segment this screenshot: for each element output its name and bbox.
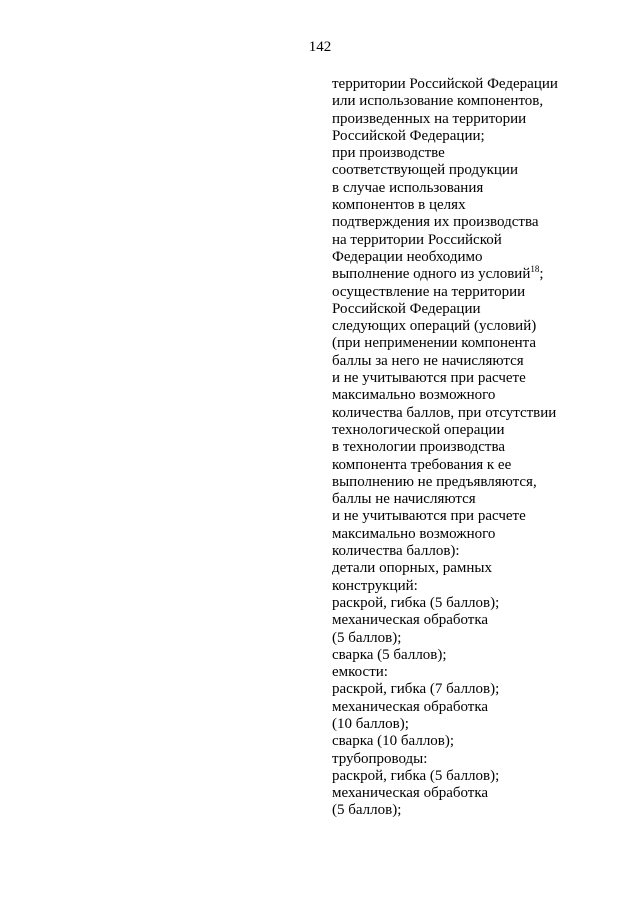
text-line: механическая обработка bbox=[332, 785, 489, 802]
text-line: конструкций: bbox=[332, 577, 418, 594]
text-line: детали опорных, рамных bbox=[332, 560, 492, 577]
text-line: произведенных на территории bbox=[332, 110, 527, 127]
text-line: в случае использования bbox=[332, 179, 484, 196]
text-line: выполнению не предъявляются, bbox=[332, 473, 537, 490]
text-line: в технологии производства bbox=[332, 439, 506, 456]
text-line: раскрой, гибка (7 баллов); bbox=[332, 681, 500, 698]
footnote-trailing-punctuation: ; bbox=[539, 266, 544, 283]
text-line: осуществление на территории bbox=[332, 283, 526, 300]
text-line: количества баллов): bbox=[332, 543, 460, 560]
text-line: компонента требования к ее bbox=[332, 456, 512, 473]
page-number: 142 bbox=[308, 39, 332, 55]
text-line-with-footnote bbox=[332, 266, 632, 283]
document-text-column bbox=[332, 76, 632, 820]
text-line: соответствующей продукции bbox=[332, 162, 518, 179]
text-line: (5 баллов); bbox=[332, 629, 402, 646]
text-line: Российской Федерации; bbox=[332, 127, 485, 144]
text-line: сварка (5 баллов); bbox=[332, 646, 447, 663]
text-line: технологической операции bbox=[332, 421, 505, 438]
text-line: и не учитываются при расчете bbox=[332, 370, 526, 387]
text-line: раскрой, гибка (5 баллов); bbox=[332, 767, 500, 784]
text-line: раскрой, гибка (5 баллов); bbox=[332, 594, 500, 611]
text-line: механическая обработка bbox=[332, 698, 489, 715]
text-line: территории Российской Федерации bbox=[332, 76, 558, 92]
text-line: и не учитываются при расчете bbox=[332, 508, 526, 525]
text-line: сварка (10 баллов); bbox=[332, 733, 455, 750]
text-line: Федерации необходимо bbox=[332, 248, 483, 265]
text-line: при производстве bbox=[332, 145, 445, 162]
text-line: (при неприменении компонента bbox=[332, 335, 537, 352]
text-line: или использование компонентов, bbox=[332, 93, 544, 110]
text-line: количества баллов, при отсутствии bbox=[332, 404, 557, 421]
text-line: баллы не начисляются bbox=[332, 491, 476, 508]
text-line: механическая обработка bbox=[332, 612, 489, 629]
text-line: на территории Российской bbox=[332, 231, 502, 248]
text-line: максимально возможного bbox=[332, 387, 496, 404]
text-line: максимально возможного bbox=[332, 525, 496, 542]
text-line: емкости: bbox=[332, 664, 388, 681]
text-line: следующих операций (условий) bbox=[332, 318, 537, 335]
text-line: (5 баллов); bbox=[332, 802, 402, 819]
text-line: баллы за него не начисляются bbox=[332, 352, 524, 369]
text-line-fragment: выполнение одного из условий bbox=[332, 266, 531, 283]
text-line: компонентов в целях bbox=[332, 197, 466, 214]
text-line: (10 баллов); bbox=[332, 715, 409, 732]
text-line: трубопроводы: bbox=[332, 750, 428, 767]
footnote-reference: 18 bbox=[530, 264, 540, 275]
text-line: подтверждения их производства bbox=[332, 214, 539, 231]
text-line: Российской Федерации bbox=[332, 300, 481, 317]
